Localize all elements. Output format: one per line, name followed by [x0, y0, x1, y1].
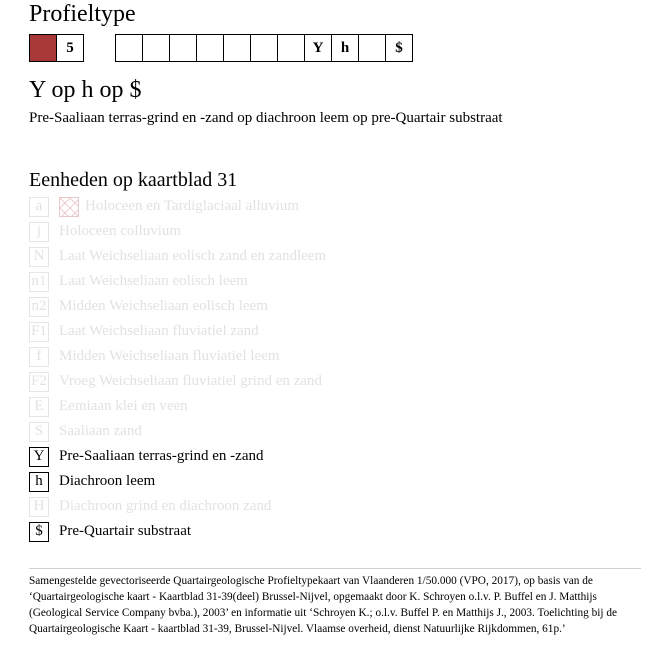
unit-label: Vroeg Weichseliaan fluviatiel grind en zand [59, 373, 322, 389]
profile-code-cell [115, 34, 143, 62]
hatch-pattern-icon [59, 197, 79, 217]
unit-item-h [29, 494, 326, 519]
unit-label: Diachroon leem [59, 473, 156, 489]
profile-code-cell [250, 34, 278, 62]
footer-source-note: Samengestelde gevectoriseerde Quartairgeologische Profieltypekaart van Vlaanderen 1/50.000 (VPO, 2017), op basis van de ‘Quartairgeologische kaart - Kaartblad 31-39(deel) Brussel-Nijvel, opgemaakt door K. Schroyen o.l.v. P. Buffel en J. Matthijs (Geological Service Company bvba.), 2003’ en informatie uit ‘Schroyen K.; o.l.v. Buffel P. en Matthijs J., 2003. Toelichting bij de Quartairgeologische Kaart - kaartblad 31-39, Brussel-Nijvel. Vlaamse overheid, dienst Natuurlijke Rijkdommen, 61p.’ [29, 575, 618, 635]
unit-item-j [29, 219, 326, 244]
unit-item-f [29, 344, 326, 369]
footer-divider [29, 568, 641, 569]
unit-code-badge: E [29, 397, 49, 417]
profile-code-cell: $ [385, 34, 413, 62]
unit-code-badge: h [29, 472, 49, 492]
selection-heading: Y op h op $ [29, 77, 142, 103]
profile-type-title: Profieltype [29, 1, 136, 27]
unit-code-badge: a [29, 197, 49, 217]
unit-label: Eemiaan klei en veen [59, 398, 188, 414]
profile-code-cell [196, 34, 224, 62]
unit-code-badge: n1 [29, 272, 49, 292]
unit-item-f1 [29, 319, 326, 344]
unit-code-badge: S [29, 422, 49, 442]
unit-code-badge: F1 [29, 322, 49, 342]
unit-item-a [29, 194, 326, 219]
profile-color-cell [29, 34, 57, 62]
profile-code-cell: Y [304, 34, 332, 62]
unit-item-n2 [29, 294, 326, 319]
profile-code-cell [142, 34, 170, 62]
unit-item-dollar [29, 519, 326, 544]
units-heading: Eenheden op kaartblad 31 [29, 169, 238, 191]
unit-label: Saaliaan zand [59, 423, 142, 439]
unit-item-n1 [29, 269, 326, 294]
profile-code-cell [223, 34, 251, 62]
profile-code-cell [277, 34, 305, 62]
unit-label: Holoceen en Tardiglaciaal alluvium [85, 198, 300, 214]
unit-item-e [29, 394, 326, 419]
unit-label: Pre-Saaliaan terras-grind en -zand [59, 448, 264, 464]
unit-label: Laat Weichseliaan fluviatiel zand [59, 323, 259, 339]
unit-code-badge: n2 [29, 297, 49, 317]
unit-label: Pre-Quartair substraat [59, 523, 192, 539]
units-list [29, 194, 326, 544]
unit-code-badge: f [29, 347, 49, 367]
unit-item-s [29, 419, 326, 444]
unit-code-badge: F2 [29, 372, 49, 392]
unit-label: Laat Weichseliaan eolisch zand en zandleem [59, 248, 327, 264]
unit-code-badge: j [29, 222, 49, 242]
unit-label: Midden Weichseliaan eolisch leem [59, 298, 268, 314]
profile-code-cell [169, 34, 197, 62]
unit-label: Holoceen colluvium [59, 223, 182, 239]
unit-item-f2 [29, 369, 326, 394]
unit-code-badge: N [29, 247, 49, 267]
selection-description: Pre-Saaliaan terras-grind en -zand op diachroon leem op pre-Quartair substraat [29, 110, 503, 126]
unit-code-badge: Y [29, 447, 49, 467]
unit-code-badge: $ [29, 522, 49, 542]
unit-code-badge: H [29, 497, 49, 517]
profile-code-row [29, 34, 413, 62]
unit-label: Laat Weichseliaan eolisch leem [59, 273, 248, 289]
unit-item-n [29, 244, 326, 269]
profile-code-cell: 5 [56, 34, 84, 62]
unit-item-h [29, 469, 326, 494]
profile-code-cell [358, 34, 386, 62]
unit-label: Diachroon grind en diachroon zand [59, 498, 272, 514]
unit-item-y [29, 444, 326, 469]
profile-code-cell: h [331, 34, 359, 62]
unit-label: Midden Weichseliaan fluviatiel leem [59, 348, 280, 364]
